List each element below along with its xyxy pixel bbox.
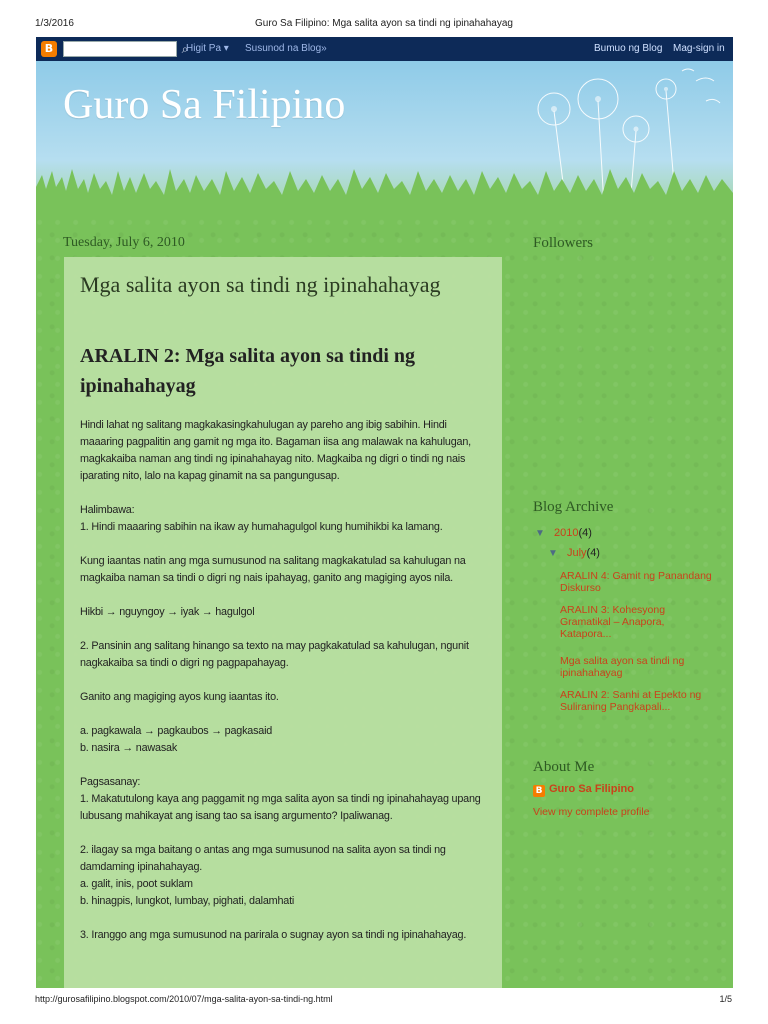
more-menu-button[interactable]: Higit Pa ▾ — [186, 43, 229, 54]
archive-post-link[interactable]: ARALIN 4: Gamit ng Panandang Diskurso — [560, 570, 712, 594]
blog-title[interactable]: Guro Sa Filipino — [63, 82, 346, 128]
expand-triangle-icon[interactable]: ▼ — [548, 548, 558, 559]
archive-year-row[interactable] — [535, 526, 592, 541]
paragraph: Halimbawa: — [80, 504, 135, 516]
archive-year-count: (4) — [578, 527, 592, 539]
paragraph: Hikbi → nguyngoy → iyak → hagulgol — [80, 606, 255, 618]
expand-triangle-icon[interactable]: ▼ — [535, 528, 545, 539]
paragraph: a. pagkawala → pagkaubos → pagkasaid — [80, 725, 273, 737]
create-blog-link[interactable]: Bumuo ng Blog — [594, 43, 663, 54]
paragraph: Hindi lahat ng salitang magkakasingkahulugan ay pareho ang ibig sabihin. Hindi maaaring pagpalitin ang gamit ng mga ito. Bagaman iisa ang malawak na kahulugan, magkakaiba naman ang tindi ng ipinahahayag nito. Magkaiba ng digri o tindi ng nais iparating nito, lalo na kapag ginamit na sa pangungusap. — [80, 419, 471, 482]
followers-title: Followers — [533, 235, 593, 251]
paragraph: 3. Iranggo ang mga sumusunod na parirala o sugnay ayon sa tindi ng ipinahahayag. — [80, 929, 467, 941]
blogger-profile-icon: B — [533, 785, 545, 797]
post-heading: ARALIN 2: Mga salita ayon sa tindi ng ipinahahayag — [80, 345, 416, 397]
about-name-link[interactable]: Guro Sa Filipino — [549, 783, 634, 795]
paragraph: 1. Hindi maaaring sabihin na ikaw ay humahagulgol kung humihikbi ka lamang. — [80, 521, 443, 533]
archive-post-link[interactable]: Mga salita ayon sa tindi ng ipinahahayag — [560, 655, 685, 679]
about-profile-row[interactable] — [533, 783, 634, 797]
print-footer — [0, 990, 768, 1024]
paragraph: 2. ilagay sa mga baitang o antas ang mga sumusunod na salita ayon sa tindi ng damdaming ipinahahayag. — [80, 844, 446, 873]
search-input[interactable] — [63, 41, 177, 57]
archive-title: Blog Archive — [533, 499, 614, 515]
search-icon[interactable]: ⌕ — [181, 42, 189, 56]
next-blog-link[interactable]: Susunod na Blog» — [245, 43, 327, 54]
sign-in-link[interactable]: Mag-sign in — [673, 43, 725, 54]
paragraph: 1. Makatutulong kaya ang paggamit ng mga salita ayon sa tindi ng ipinahahayag upang lubusang mahikayat ang isang tao sa isang argumento? Ipaliwanag. — [80, 793, 481, 822]
paragraph: Pagsasanay: — [80, 776, 141, 788]
archive-post-link[interactable]: ARALIN 3: Kohesyong Gramatikal – Anapora, Katapora... — [560, 604, 666, 640]
about-title: About Me — [533, 759, 595, 775]
archive-month-link[interactable]: July — [566, 547, 587, 559]
print-header — [0, 0, 768, 36]
paragraph: Ganito ang magiging ayos kung iaantas ito. — [80, 691, 279, 703]
archive-month-count: (4) — [586, 547, 600, 559]
archive-year-link[interactable]: 2010 — [553, 527, 579, 539]
post-title[interactable]: Mga salita ayon sa tindi ng ipinahahayag — [80, 272, 441, 297]
view-profile-link[interactable]: View my complete profile — [533, 806, 650, 818]
blogger-logo-icon[interactable]: B — [41, 41, 57, 57]
archive-post-link[interactable]: ARALIN 2: Sanhi at Epekto ng Suliraning Pangkapali... — [560, 689, 702, 713]
print-doc-title: Guro Sa Filipino: Mga salita ayon sa tindi ng ipinahahayag — [255, 18, 513, 29]
print-date: 1/3/2016 — [35, 18, 74, 29]
blogger-navbar — [36, 37, 733, 61]
post-body — [80, 417, 490, 961]
paragraph: a. galit, inis, poot suklam — [80, 878, 193, 890]
paragraph: 2. Pansinin ang salitang hinango sa texto na may pagkakatulad sa kahulugan, ngunit nagkakaiba sa tindi o digri ng pagpapahayag. — [80, 640, 469, 669]
print-url: http://gurosafilipino.blogspot.com/2010/07/mga-salita-ayon-sa-tindi-ng.html — [35, 994, 333, 1004]
grass-border — [36, 167, 733, 217]
print-page-number: 1/5 — [719, 994, 732, 1004]
paragraph: Kung iaantas natin ang mga sumusunod na salitang magkakatulad sa kahulugan na magkaiba naman sa tindi o digri ng nais ipahayag, ganito ang magiging ayos nila. — [80, 555, 466, 584]
paragraph: b. nasira → nawasak — [80, 742, 178, 754]
post-date: Tuesday, July 6, 2010 — [63, 235, 185, 250]
archive-month-row[interactable] — [548, 546, 600, 561]
paragraph: b. hinagpis, lungkot, lumbay, pighati, dalamhati — [80, 895, 295, 907]
